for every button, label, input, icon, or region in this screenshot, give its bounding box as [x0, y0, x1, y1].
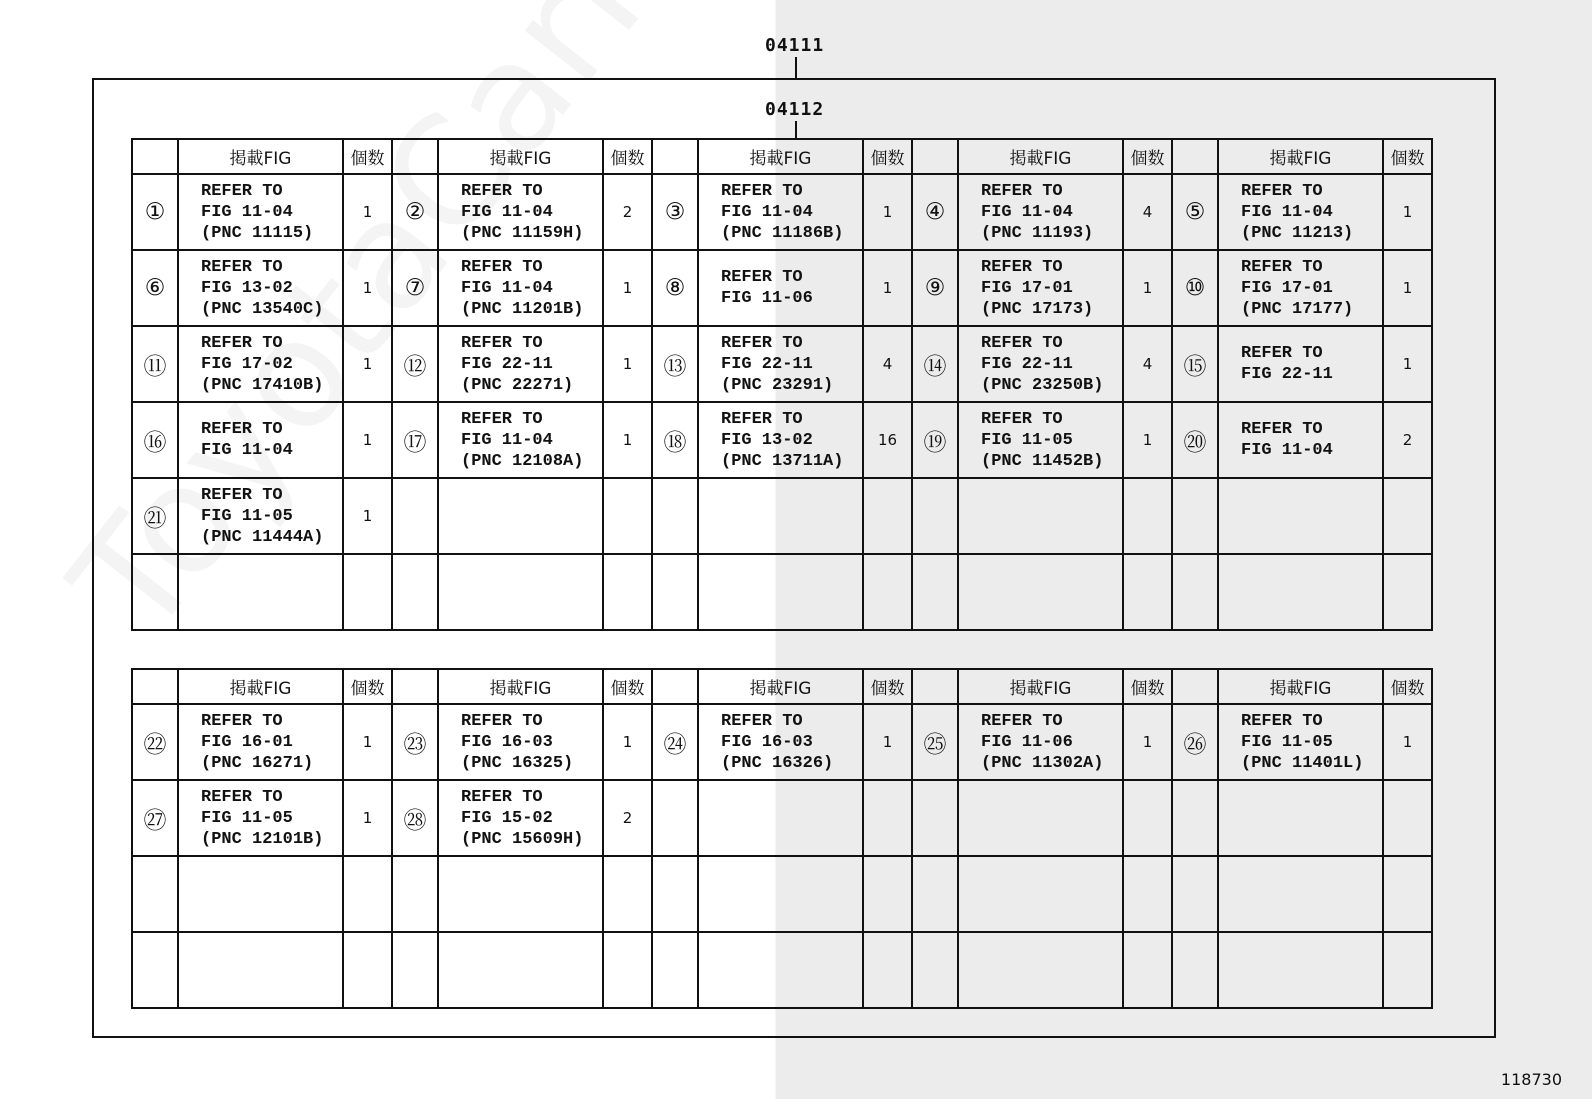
item-number: ⑪ [132, 326, 178, 402]
quantity: 1 [603, 704, 652, 780]
quantity [343, 856, 392, 932]
quantity: 1 [343, 704, 392, 780]
quantity: 1 [1383, 174, 1432, 250]
fig-reference [438, 856, 603, 932]
header-num-cell [132, 139, 178, 174]
item-number [652, 780, 698, 856]
item-number [912, 780, 958, 856]
quantity: 16 [863, 402, 912, 478]
header-num-cell [652, 669, 698, 704]
quantity: 1 [1383, 250, 1432, 326]
quantity: 1 [343, 250, 392, 326]
item-number [132, 554, 178, 630]
leader-line [795, 121, 797, 138]
fig-reference: REFER TO FIG 16-03 (PNC 16325) [438, 704, 603, 780]
quantity [603, 478, 652, 554]
fig-reference [438, 932, 603, 1008]
fig-reference: REFER TO FIG 22-11 [1218, 326, 1383, 402]
fig-reference: REFER TO FIG 11-06 [698, 250, 863, 326]
fig-reference [698, 856, 863, 932]
quantity [343, 554, 392, 630]
table-row [132, 856, 1432, 932]
quantity [863, 780, 912, 856]
quantity [1383, 554, 1432, 630]
item-number [1172, 932, 1218, 1008]
item-number: ⑰ [392, 402, 438, 478]
header-fig: 掲載FIG [698, 669, 863, 704]
header-num-cell [1172, 669, 1218, 704]
fig-reference: REFER TO FIG 11-04 (PNC 11201B) [438, 250, 603, 326]
item-number [392, 554, 438, 630]
item-number [1172, 780, 1218, 856]
fig-reference: REFER TO FIG 11-04 (PNC 11193) [958, 174, 1123, 250]
quantity [863, 932, 912, 1008]
header-num-cell [1172, 139, 1218, 174]
quantity [1123, 780, 1172, 856]
header-qty: 個数 [603, 669, 652, 704]
fig-reference [958, 478, 1123, 554]
quantity: 1 [343, 326, 392, 402]
table-row [132, 780, 1432, 856]
fig-reference: REFER TO FIG 11-04 [1218, 402, 1383, 478]
fig-reference: REFER TO FIG 11-04 (PNC 11213) [1218, 174, 1383, 250]
fig-reference [178, 554, 343, 630]
header-qty: 個数 [343, 139, 392, 174]
fig-reference: REFER TO FIG 11-04 (PNC 11159H) [438, 174, 603, 250]
item-number: ⑯ [132, 402, 178, 478]
quantity: 1 [1123, 402, 1172, 478]
fig-reference: REFER TO FIG 15-02 (PNC 15609H) [438, 780, 603, 856]
item-number: ㉘ [392, 780, 438, 856]
item-number: ③ [652, 174, 698, 250]
quantity [1383, 478, 1432, 554]
quantity: 1 [603, 250, 652, 326]
header-row [132, 669, 1432, 704]
quantity: 2 [603, 780, 652, 856]
header-fig: 掲載FIG [178, 669, 343, 704]
quantity [1123, 856, 1172, 932]
quantity [1123, 554, 1172, 630]
fig-reference [1218, 478, 1383, 554]
item-number [912, 554, 958, 630]
item-number: ⑭ [912, 326, 958, 402]
fig-reference: REFER TO FIG 17-01 (PNC 17173) [958, 250, 1123, 326]
quantity: 1 [1383, 326, 1432, 402]
quantity [1383, 856, 1432, 932]
quantity: 1 [1123, 250, 1172, 326]
fig-reference: REFER TO FIG 11-04 [178, 402, 343, 478]
fig-reference [698, 478, 863, 554]
fig-reference [178, 932, 343, 1008]
item-number: ⑨ [912, 250, 958, 326]
quantity: 4 [863, 326, 912, 402]
item-number: ㉗ [132, 780, 178, 856]
header-fig: 掲載FIG [958, 139, 1123, 174]
item-number: ⑤ [1172, 174, 1218, 250]
header-num-cell [392, 669, 438, 704]
quantity [863, 478, 912, 554]
header-num-cell [912, 669, 958, 704]
quantity: 1 [343, 780, 392, 856]
item-number [132, 856, 178, 932]
item-number [1172, 554, 1218, 630]
item-number: ② [392, 174, 438, 250]
item-number: ① [132, 174, 178, 250]
fig-reference: REFER TO FIG 11-04 (PNC 12108A) [438, 402, 603, 478]
fig-reference [1218, 932, 1383, 1008]
table-row [132, 478, 1432, 554]
fig-reference: REFER TO FIG 17-01 (PNC 17177) [1218, 250, 1383, 326]
table-row [132, 174, 1432, 250]
quantity: 4 [1123, 326, 1172, 402]
header-num-cell [132, 669, 178, 704]
item-number [652, 478, 698, 554]
quantity [1123, 932, 1172, 1008]
table-row [132, 932, 1432, 1008]
header-qty: 個数 [603, 139, 652, 174]
quantity: 1 [1383, 704, 1432, 780]
item-number [652, 932, 698, 1008]
fig-reference [958, 856, 1123, 932]
item-number: ⑳ [1172, 402, 1218, 478]
header-qty: 個数 [1383, 669, 1432, 704]
header-num-cell [392, 139, 438, 174]
fig-reference: REFER TO FIG 11-06 (PNC 11302A) [958, 704, 1123, 780]
quantity: 1 [343, 478, 392, 554]
quantity [343, 932, 392, 1008]
item-number: ⑥ [132, 250, 178, 326]
item-number [132, 932, 178, 1008]
header-qty: 個数 [343, 669, 392, 704]
fig-reference [698, 780, 863, 856]
fig-reference: REFER TO FIG 11-05 (PNC 11401L) [1218, 704, 1383, 780]
header-qty: 個数 [1123, 669, 1172, 704]
item-number [392, 478, 438, 554]
item-number: ④ [912, 174, 958, 250]
table-row [132, 554, 1432, 630]
item-number [1172, 478, 1218, 554]
quantity [1123, 478, 1172, 554]
item-number: ㉔ [652, 704, 698, 780]
header-qty: 個数 [863, 139, 912, 174]
quantity: 4 [1123, 174, 1172, 250]
fig-reference [958, 780, 1123, 856]
item-number: ⑧ [652, 250, 698, 326]
fig-reference: REFER TO FIG 11-05 (PNC 11452B) [958, 402, 1123, 478]
item-number: ⑫ [392, 326, 438, 402]
fig-reference: REFER TO FIG 11-04 (PNC 11186B) [698, 174, 863, 250]
header-fig: 掲載FIG [438, 139, 603, 174]
header-num-cell [652, 139, 698, 174]
item-number: ⑩ [1172, 250, 1218, 326]
item-number: ㉕ [912, 704, 958, 780]
fig-reference: REFER TO FIG 22-11 (PNC 23291) [698, 326, 863, 402]
quantity: 1 [863, 250, 912, 326]
fig-reference: REFER TO FIG 11-05 (PNC 12101B) [178, 780, 343, 856]
table-row [132, 326, 1432, 402]
quantity: 2 [1383, 402, 1432, 478]
quantity [603, 932, 652, 1008]
quantity: 1 [343, 174, 392, 250]
parts-table-1 [131, 138, 1433, 631]
header-qty: 個数 [1383, 139, 1432, 174]
quantity: 1 [603, 326, 652, 402]
header-fig: 掲載FIG [1218, 139, 1383, 174]
fig-reference: REFER TO FIG 13-02 (PNC 13711A) [698, 402, 863, 478]
item-number [912, 478, 958, 554]
fig-reference [1218, 780, 1383, 856]
quantity [603, 856, 652, 932]
quantity [1383, 780, 1432, 856]
quantity: 1 [343, 402, 392, 478]
leader-line [795, 57, 797, 78]
fig-reference [1218, 856, 1383, 932]
header-num-cell [912, 139, 958, 174]
figure-number: 118730 [1500, 1070, 1562, 1089]
header-fig: 掲載FIG [698, 139, 863, 174]
item-number: ㉓ [392, 704, 438, 780]
quantity: 1 [863, 704, 912, 780]
fig-reference [1218, 554, 1383, 630]
item-number [392, 932, 438, 1008]
item-number: ㉒ [132, 704, 178, 780]
header-row [132, 139, 1432, 174]
item-number: ⑲ [912, 402, 958, 478]
fig-reference [178, 856, 343, 932]
item-number: ㉑ [132, 478, 178, 554]
header-qty: 個数 [1123, 139, 1172, 174]
quantity: 2 [603, 174, 652, 250]
quantity [863, 856, 912, 932]
fig-reference: REFER TO FIG 16-01 (PNC 16271) [178, 704, 343, 780]
quantity: 1 [1123, 704, 1172, 780]
quantity: 1 [603, 402, 652, 478]
table-row [132, 250, 1432, 326]
quantity [603, 554, 652, 630]
fig-reference: REFER TO FIG 22-11 (PNC 23250B) [958, 326, 1123, 402]
fig-reference: REFER TO FIG 22-11 (PNC 22271) [438, 326, 603, 402]
item-number [912, 932, 958, 1008]
header-fig: 掲載FIG [1218, 669, 1383, 704]
fig-reference [958, 554, 1123, 630]
item-number [652, 554, 698, 630]
fig-reference [958, 932, 1123, 1008]
item-number: ⑮ [1172, 326, 1218, 402]
header-qty: 個数 [863, 669, 912, 704]
fig-reference: REFER TO FIG 16-03 (PNC 16326) [698, 704, 863, 780]
item-number: ⑦ [392, 250, 438, 326]
header-fig: 掲載FIG [178, 139, 343, 174]
header-fig: 掲載FIG [438, 669, 603, 704]
fig-reference [438, 478, 603, 554]
item-number [912, 856, 958, 932]
item-number: ⑱ [652, 402, 698, 478]
fig-reference [698, 554, 863, 630]
fig-reference [698, 932, 863, 1008]
quantity [863, 554, 912, 630]
fig-reference: REFER TO FIG 11-04 (PNC 11115) [178, 174, 343, 250]
item-number: ㉖ [1172, 704, 1218, 780]
item-number [392, 856, 438, 932]
parts-table-2 [131, 668, 1433, 1009]
item-number: ⑬ [652, 326, 698, 402]
quantity [1383, 932, 1432, 1008]
fig-reference: REFER TO FIG 17-02 (PNC 17410B) [178, 326, 343, 402]
table-row [132, 402, 1432, 478]
quantity: 1 [863, 174, 912, 250]
fig-reference: REFER TO FIG 11-05 (PNC 11444A) [178, 478, 343, 554]
item-number [1172, 856, 1218, 932]
fig-reference [438, 554, 603, 630]
sub-assembly-code: 04112 [765, 99, 825, 120]
assembly-code: 04111 [765, 35, 825, 56]
table-row [132, 704, 1432, 780]
item-number [652, 856, 698, 932]
fig-reference: REFER TO FIG 13-02 (PNC 13540C) [178, 250, 343, 326]
header-fig: 掲載FIG [958, 669, 1123, 704]
